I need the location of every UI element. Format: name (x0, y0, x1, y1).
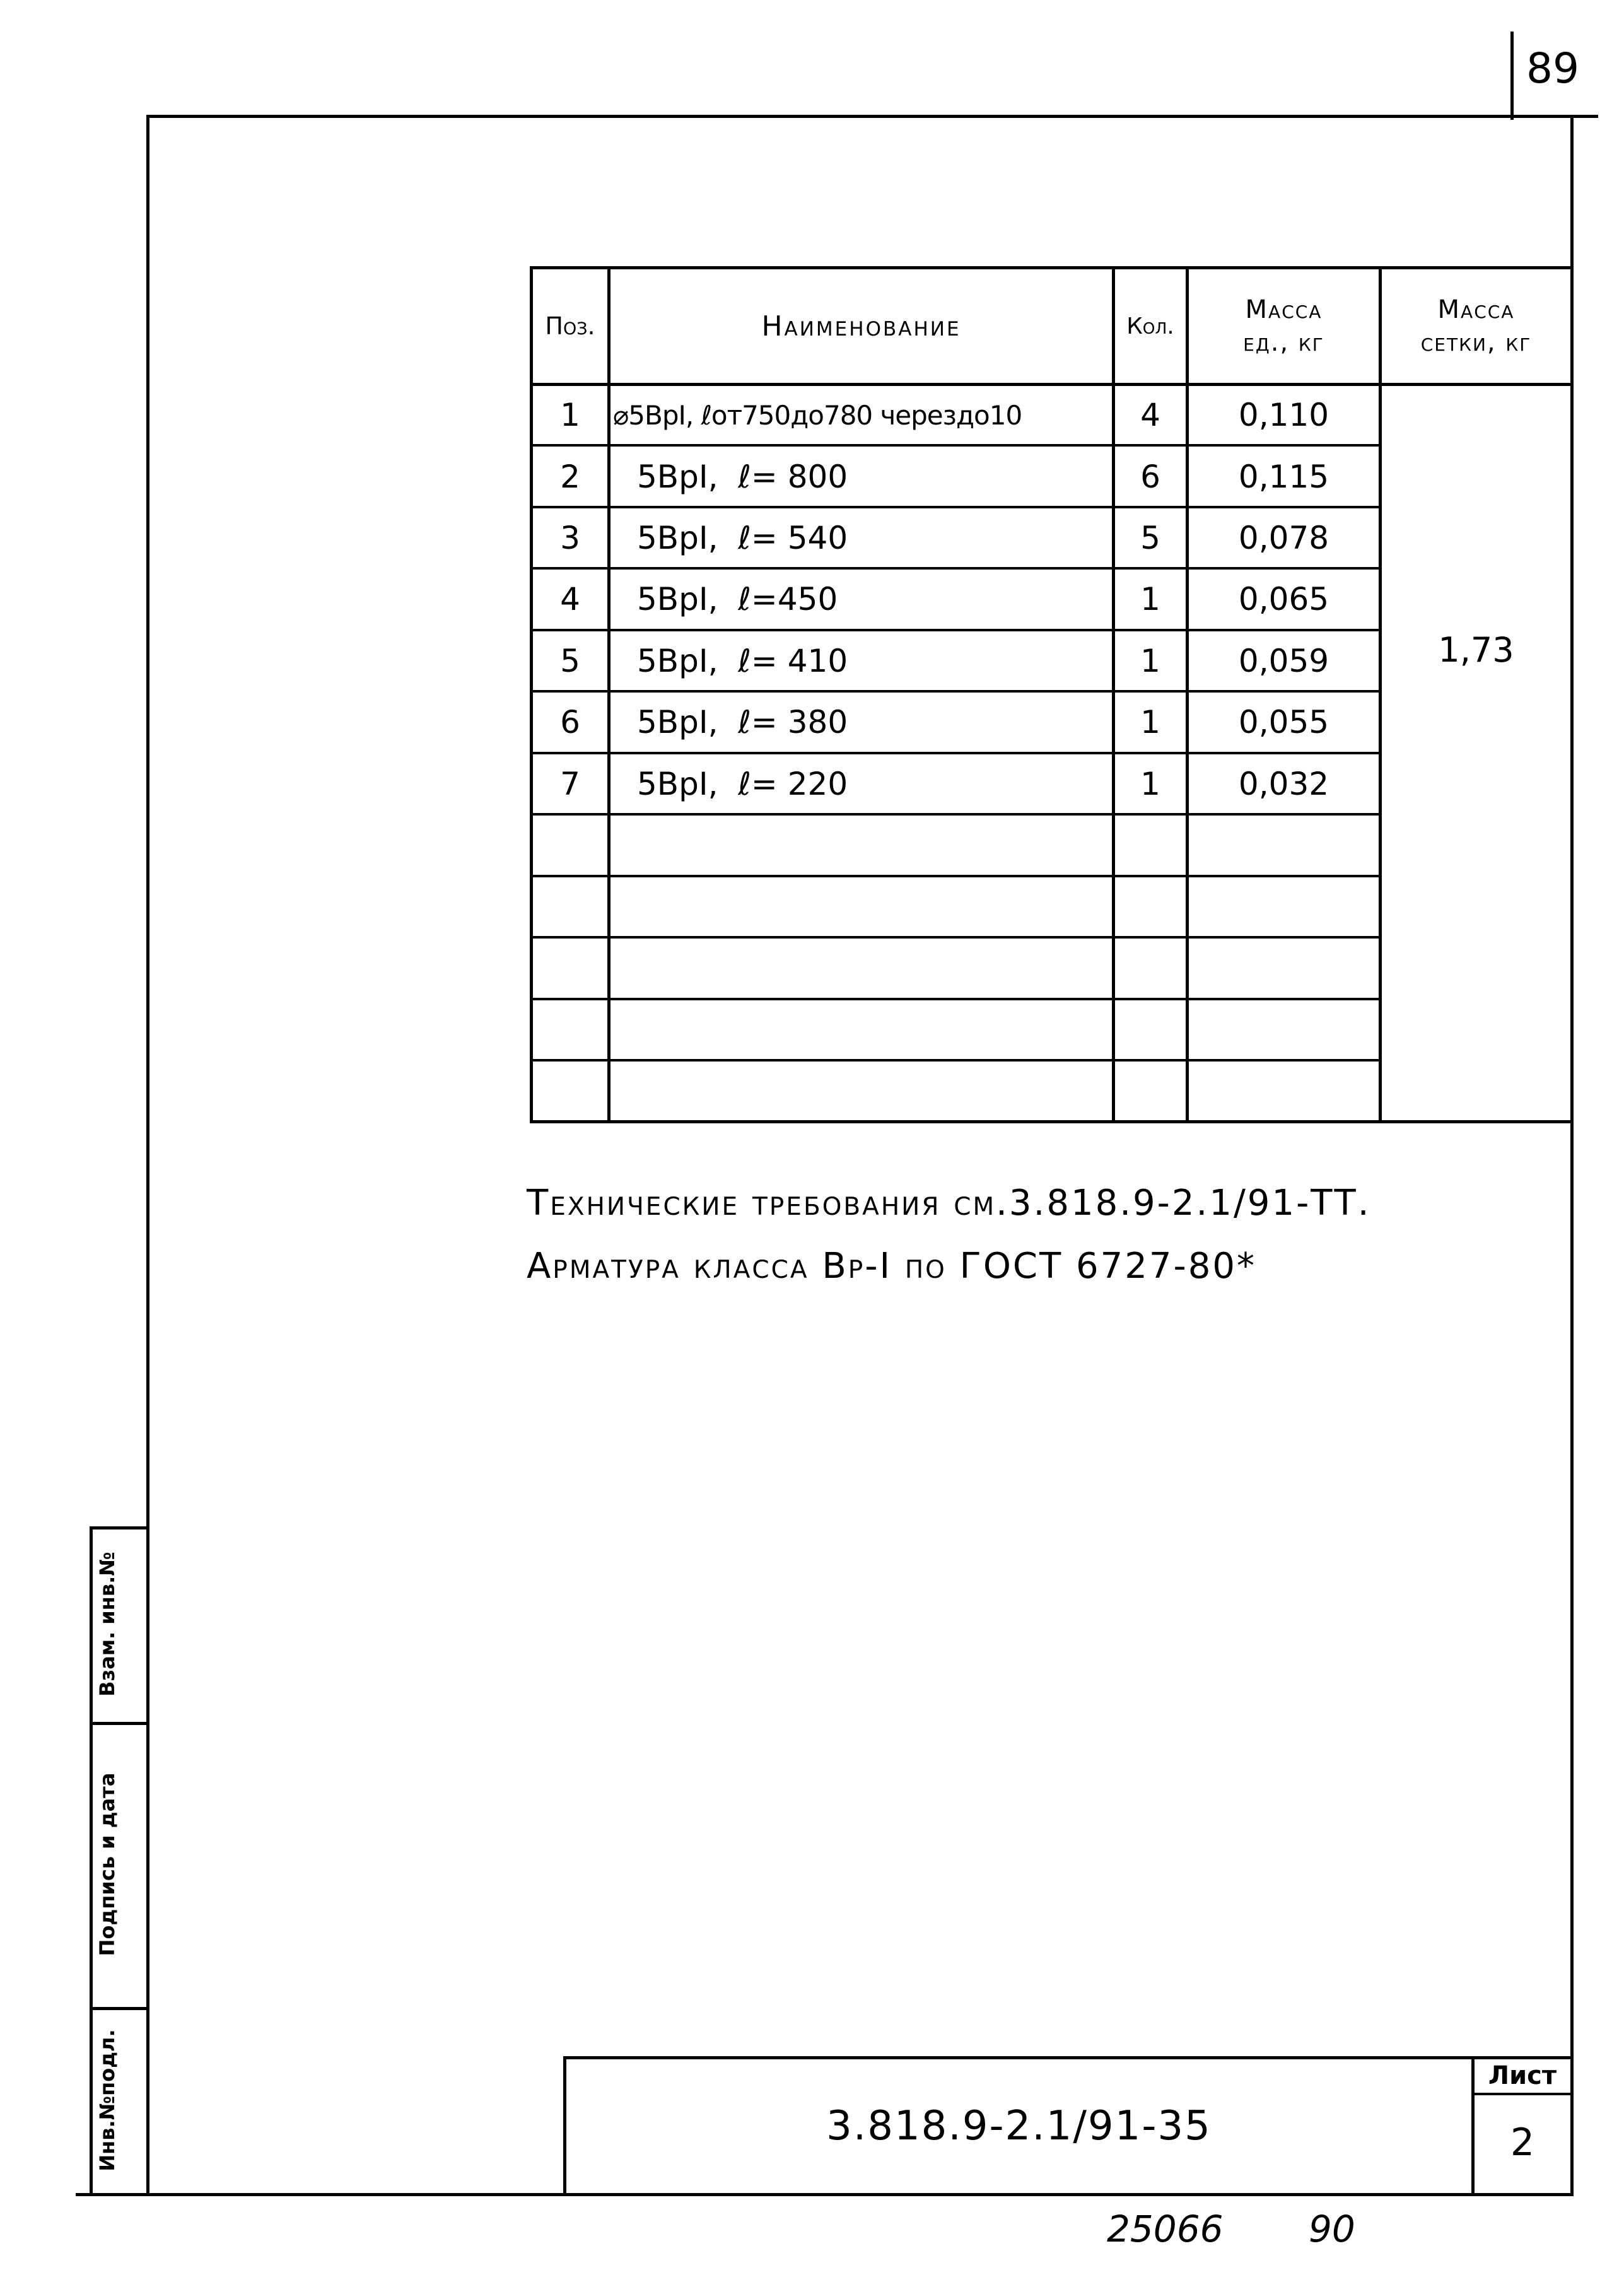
row-name: 5ВрI, ℓ= 220 (637, 765, 848, 802)
row-qty: 6 (1140, 458, 1160, 495)
sheet-label: Лист (1488, 2061, 1557, 2090)
row-pos: 3 (560, 519, 580, 556)
row-mass: 0,059 (1238, 642, 1329, 679)
note-reinforcement-class: Арматура класса Вр-I по ГОСТ 6727-80* (527, 1246, 1256, 1287)
header-name: Наименование (761, 310, 961, 342)
row-name: 5ВрI, ℓ= 380 (637, 704, 848, 740)
row-mass: 0,065 (1238, 581, 1329, 617)
row-name: 5ВрI, ℓ= 410 (637, 642, 848, 679)
header-pos: Поз. (545, 312, 595, 340)
inv-orig-label: Инв.№подл. (95, 2029, 119, 2172)
header-mesh-mass (1382, 269, 1570, 383)
row-qty: 5 (1140, 519, 1160, 556)
row-pos: 5 (560, 642, 580, 679)
document-number: 3.818.9-2.1/91-35 (826, 2103, 1212, 2150)
row-pos: 1 (560, 397, 580, 433)
row-pos: 6 (560, 704, 580, 740)
row-qty: 1 (1140, 704, 1160, 740)
sheet-number: 2 (1510, 2120, 1535, 2165)
header-unit-mass (1189, 269, 1379, 383)
header-qty: Кол. (1126, 313, 1174, 339)
signature-date-label: Подпись и дата (95, 1772, 119, 1957)
row-name: 5ВрI, ℓ= 800 (637, 458, 848, 495)
row-mass: 0,078 (1238, 519, 1329, 556)
header-mesh-mass-line2: сетки, кг (1420, 328, 1532, 357)
row-mass: 0,055 (1238, 704, 1329, 740)
row-qty: 1 (1140, 581, 1160, 617)
page-number: 89 (1526, 44, 1579, 93)
row-pos: 4 (560, 581, 580, 617)
bottom-number-1: 25066 (1107, 2208, 1224, 2250)
row-qty: 1 (1140, 642, 1160, 679)
row-mass: 0,110 (1238, 397, 1329, 433)
note-technical-requirements: Технические требования см.3.818.9-2.1/91-ТТ. (527, 1183, 1371, 1224)
row-qty: 1 (1140, 765, 1160, 802)
replaced-inv-label: Взам. инв.№ (95, 1552, 119, 1697)
header-mesh-mass-line1: Масса (1437, 295, 1515, 324)
total-mesh-mass: 1,73 (1438, 629, 1514, 670)
row-qty: 4 (1140, 397, 1160, 433)
header-unit-mass-line2: ед., кг (1243, 328, 1324, 357)
row-name: ⌀5ВрI, ℓот750до780 черездо10 (613, 399, 1022, 431)
row-pos: 7 (560, 765, 580, 802)
row-mass: 0,115 (1238, 458, 1329, 495)
row-mass: 0,032 (1238, 765, 1329, 802)
row-name: 5ВрI, ℓ= 540 (637, 519, 848, 556)
row-pos: 2 (560, 458, 580, 495)
row-name: 5ВрI, ℓ=450 (637, 581, 838, 617)
bottom-number-2: 90 (1309, 2208, 1355, 2250)
header-unit-mass-line1: Масса (1245, 295, 1323, 324)
page-number-divider (1510, 32, 1514, 120)
